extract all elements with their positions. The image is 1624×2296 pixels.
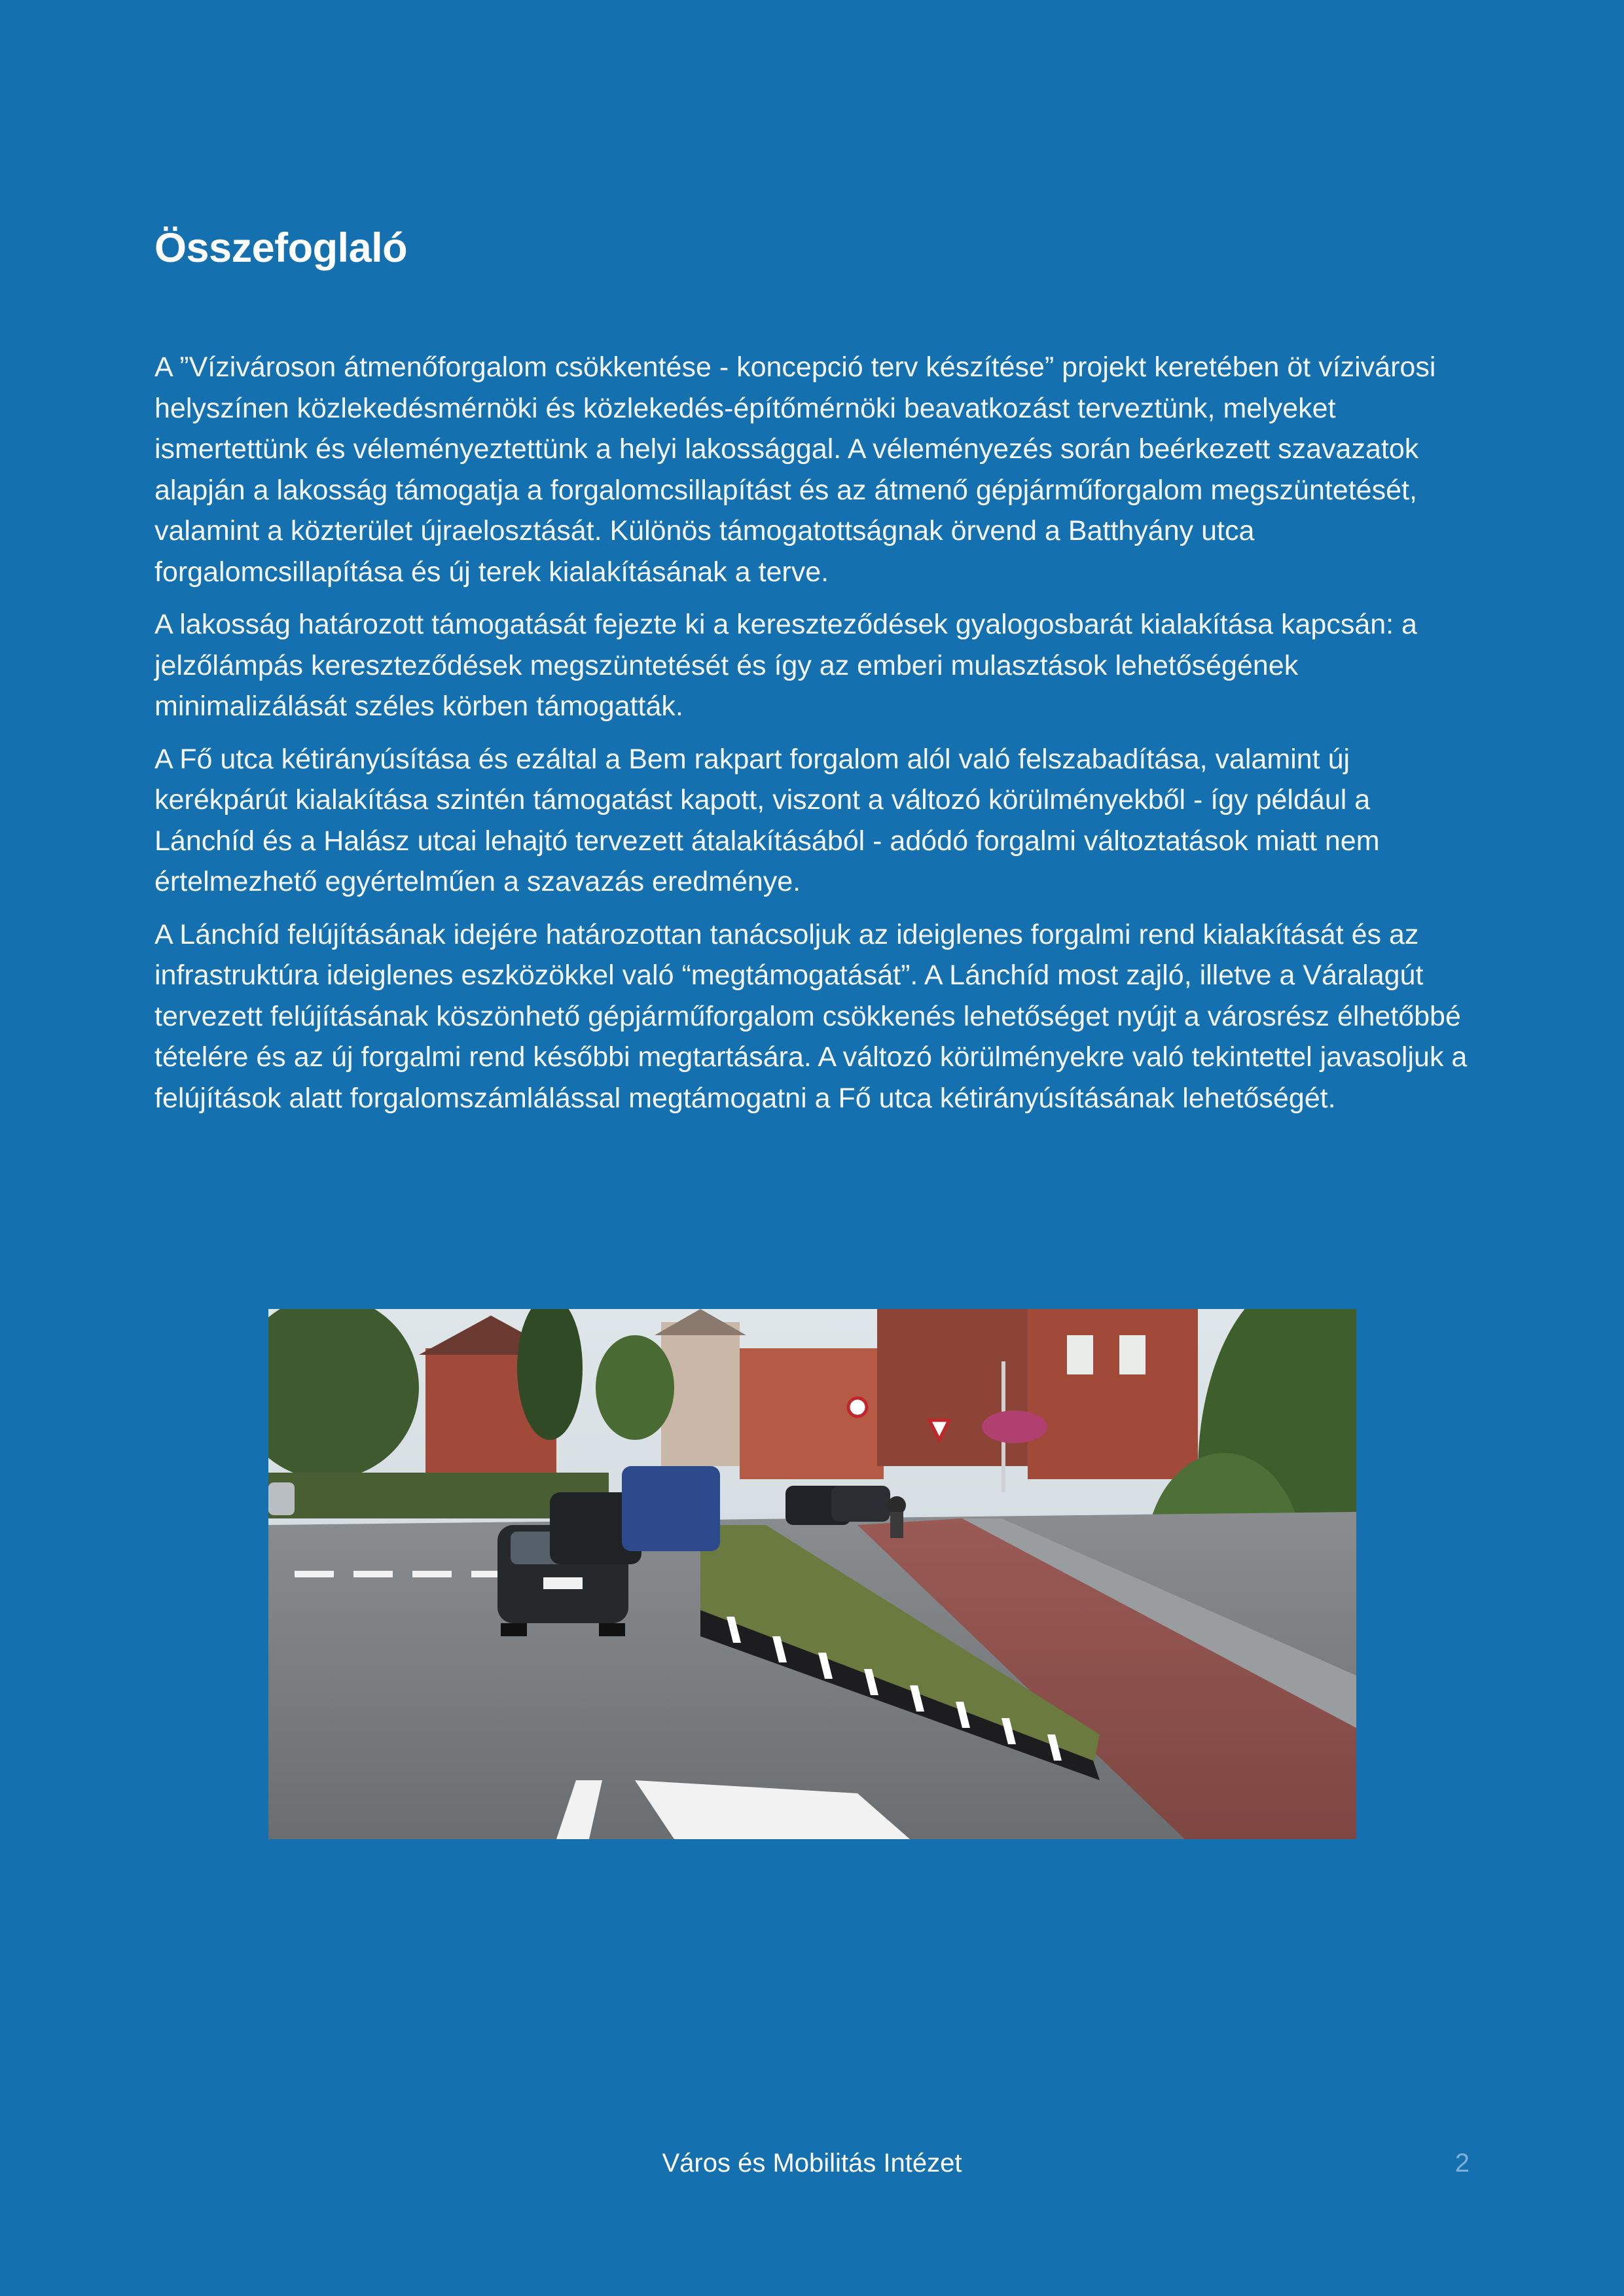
paragraph: A ”Vízivároson átmenőforgalom csökkentése - koncepció terv készítése” projekt keretében öt vízivárosi helyszínen közlekedésmérnöki és közlekedés-építőmérnöki beavatkozást terveztünk, melyeket ismertettünk és véleményeztettünk a helyi lakossággal. A véleményezés során beérkezett szavazatok alapján a lakosság támogatja a forgalomcsillapítást és az átmenő gépjárműforgalom megszüntetését, valamint a közterület újraelosztását. Különös támogatottságnak örvend a Batthyány utca forgalomcsillapítása és új terek kialakításának a terve. xyxy=(154,351,1436,588)
paragraph: A lakosság határozott támogatását fejezte ki a kereszteződések gyalogosbarát kialakítása kapcsán: a jelzőlámpás kereszteződések megszüntetését és így az emberi mulasztások lehetőségének minimalizálását széles körben támogatták. xyxy=(154,609,1417,722)
footer-organization: Város és Mobilitás Intézet xyxy=(662,2149,962,2178)
summary-body xyxy=(154,347,1471,1130)
page-title: Összefoglaló xyxy=(154,225,408,271)
page-number: 2 xyxy=(1454,2149,1470,2178)
street-traffic-calming-photo xyxy=(268,1309,1356,1839)
paragraph: A Lánchíd felújításának idejére határozottan tanácsoljuk az ideiglenes forgalmi rend kialakítását és az infrastruktúra ideiglenes eszközökkel való “megtámogatását”. A Lánchíd most zajló, illetve a Váralagút tervezett felújításának köszönhető gépjárműforgalom csökkenés lehetőséget nyújt a városrész élhetőbbé tételére és az új forgalmi rend későbbi megtartására. A változó körülményekre való tekintettel javasoljuk a felújítások alatt forgalomszámlálással megtámogatni a Fő utca kétirányúsításának lehetőségét. xyxy=(154,918,1468,1114)
paragraph: A Fő utca kétirányúsítása és ezáltal a Bem rakpart forgalom alól való felszabadítása, valamint új kerékpárút kialakítása szintén támogatást kapott, viszont a változó körülményekből - így például a Lánchíd és a Halász utcai lehajtó tervezett átalakításából - adódó forgalmi változtatások miatt nem értelmezhető egyértelműen a szavazás eredménye. xyxy=(154,743,1380,897)
